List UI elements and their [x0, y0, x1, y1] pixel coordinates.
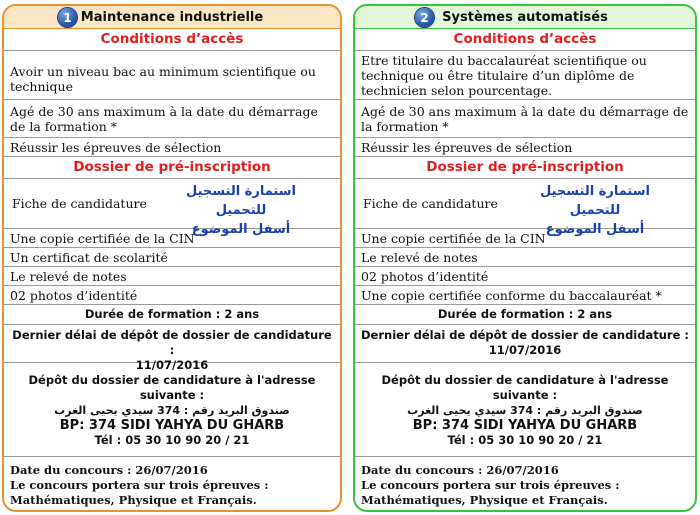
dossier-heading: Dossier de pré-inscription [4, 157, 340, 179]
concours-line-1: Le concours portera sur trois épreuves : [10, 478, 269, 492]
fiche-label: Fiche de candidature [363, 196, 498, 211]
duree-formation: Durée de formation : 2 ans [4, 305, 340, 325]
delai-date: 11/07/2016 [135, 358, 209, 372]
condition-item: Avoir un niveau bac au minimum scientifique ou technique [4, 51, 340, 100]
depot-adresse [4, 363, 340, 457]
conditions-heading: Conditions d’accès [4, 29, 340, 51]
concours-line-2: Mathématiques, Physique et Français. [10, 493, 257, 507]
fiche-row [4, 179, 340, 237]
depot-label: Dépôt du dossier de candidature à l'adresse suivante : [381, 373, 669, 402]
concours-date: Date du concours : 26/07/2016 [361, 463, 559, 477]
delai-label: Dernier délai de dépôt de dossier de candidature : [361, 328, 689, 342]
column-title: Systèmes automatisés [442, 9, 608, 25]
document-item: Un certificat de scolarité [4, 248, 340, 267]
document-item: Le relevé de notes [4, 267, 340, 286]
depot-bp: BP: 374 SIDI YAHYA DU GHARB [412, 418, 638, 433]
number-badge: 2 [415, 8, 434, 27]
column-maintenance-industrielle [2, 4, 342, 512]
delai-depot [355, 325, 695, 363]
document-item: Une copie certifiée conforme du baccalauréat * [355, 286, 695, 305]
column-header [4, 6, 340, 29]
column-title: Maintenance industrielle [80, 9, 264, 25]
concours-info [4, 457, 340, 512]
arabic-line-2: أسفل الموضوع [191, 222, 291, 237]
fiche-label: Fiche de candidature [12, 196, 147, 211]
arabic-line-1: استمارة التسجيل للتحميل [540, 184, 650, 218]
duree-formation: Durée de formation : 2 ans [355, 305, 695, 325]
depot-label: Dépôt du dossier de candidature à l'adresse suivante : [28, 373, 316, 402]
condition-item: Réussir les épreuves de sélection [4, 138, 340, 157]
fiche-row [355, 179, 695, 237]
document-item: 02 photos d’identité [4, 286, 340, 305]
conditions-heading: Conditions d’accès [355, 29, 695, 51]
delai-depot [4, 325, 340, 372]
concours-info [355, 457, 695, 512]
condition-item: Etre titulaire du baccalauréat scientifique ou technique ou être titulaire d’un diplôme de technicien selon pourcentage. [355, 51, 695, 100]
condition-item: Réussir les épreuves de sélection [355, 138, 695, 157]
depot-arabic-address: صندوق البريد رقم : 374 سيدي يحيى الغرب [407, 404, 643, 417]
number-badge: 1 [58, 8, 77, 27]
concours-line-1: Le concours portera sur trois épreuves : [361, 478, 620, 492]
column-systemes-automatises [353, 4, 697, 512]
depot-arabic-address: صندوق البريد رقم : 374 سيدي يحيى الغرب [54, 404, 290, 417]
document-item: 02 photos d’identité [355, 267, 695, 286]
depot-adresse [355, 363, 695, 457]
arabic-line-2: أسفل الموضوع [545, 222, 645, 237]
depot-tel: Tél : 05 30 10 90 20 / 21 [94, 433, 250, 447]
document-item: Le relevé de notes [355, 248, 695, 267]
column-header [355, 6, 695, 29]
condition-item: Agé de 30 ans maximum à la date du démarrage de la formation * [355, 100, 695, 138]
dossier-heading: Dossier de pré-inscription [355, 157, 695, 179]
arabic-line-1: استمارة التسجيل للتحميل [186, 184, 296, 218]
concours-date: Date du concours : 26/07/2016 [10, 463, 208, 477]
depot-tel: Tél : 05 30 10 90 20 / 21 [447, 433, 603, 447]
delai-date: 11/07/2016 [488, 343, 562, 357]
depot-bp: BP: 374 SIDI YAHYA DU GHARB [59, 418, 285, 433]
document-item: Une copie certifiée de la CIN [355, 229, 695, 248]
delai-label: Dernier délai de dépôt de dossier de candidature : [12, 328, 332, 357]
condition-item: Agé de 30 ans maximum à la date du démarrage de la formation * [4, 100, 340, 138]
concours-line-2: Mathématiques, Physique et Français. [361, 493, 608, 507]
document-item: Une copie certifiée de la CIN [4, 229, 340, 248]
